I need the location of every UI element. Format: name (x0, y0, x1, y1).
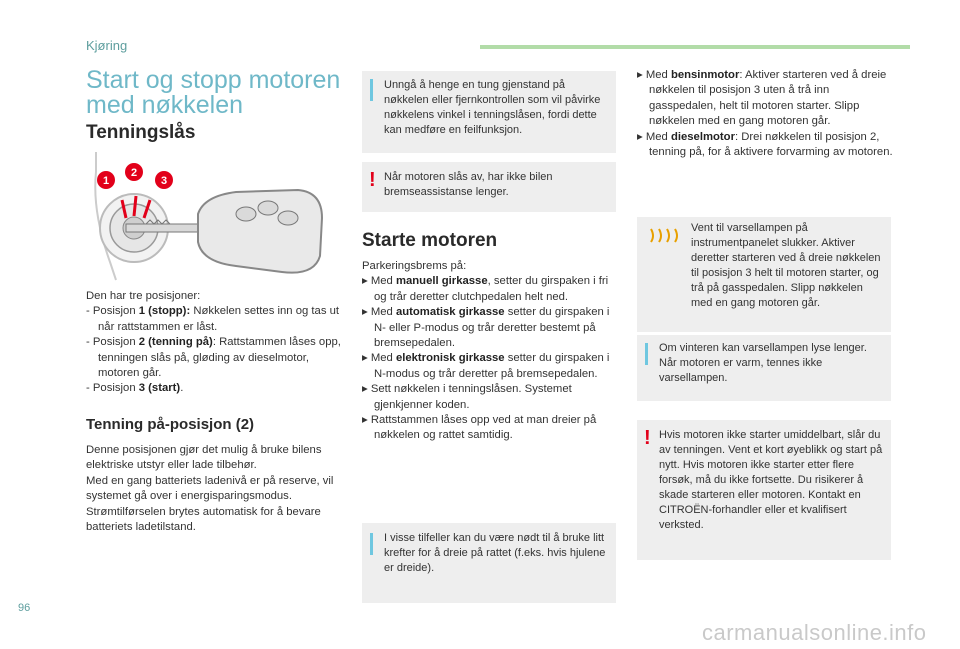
start-item-1: ▸ Med manuell girkasse, setter du girspaken i fri og trår deretter clutchpedalen helt ned. (362, 275, 609, 303)
start-item-3: ▸ Med elektronisk girkasse setter du girspaken i N-modus og trår deretter på bremsepedalen. (362, 352, 610, 380)
title-line-2: med nøkkelen (86, 91, 244, 119)
positions-text (86, 289, 342, 397)
start-item-5: ▸ Rattstammen låses opp ved at man dreier på nøkkelen og rattet samtidig. (362, 414, 597, 442)
start-item-4: ▸ Sett nøkkelen i tenningslåsen. Systemet gjenkjenner koden. (362, 383, 572, 411)
info-box-weight (362, 71, 616, 153)
page-number: 96 (18, 602, 31, 614)
section-label: Kjøring (86, 38, 128, 53)
engine-item-2: ▸ Med dieselmotor: Drei nøkkelen til posisjon 2, tenning på, for å aktivere forvarming av motoren. (637, 130, 893, 159)
start-engine-text (362, 259, 616, 444)
engine-item-1: ▸ Med bensinmotor: Aktiver starteren ved å dreie nøkkelen til posisjon 3 uten å trå inn gasspedalen, helt til motoren starter. Slipp nøkkelen med en gang motoren går. (637, 69, 887, 128)
watermark: carmanualsonline.info (702, 620, 927, 645)
position-1: - Posisjon 1 (stopp): Nøkkelen settes inn og tas ut når rattstammen er låst. (86, 305, 340, 333)
position-3: - Posisjon 3 (start). (86, 382, 184, 395)
warning-box-text: Hvis motoren ikke starter umiddelbart, slår du av tenningen. Vent et kort øyeblikk og start på nytt. Hvis motoren ikke starter etter flere forsøk, må du ikke fortsette. Du risikerer å skade starteren eller motoren. Kontakt en CITROËN-forhandler eller et kvalifisert verksted. (659, 429, 883, 531)
figure-label-2: 2 (130, 167, 138, 179)
figure-label-3: 3 (160, 175, 168, 187)
info-box-steering (362, 523, 616, 603)
warning-box-brake (362, 162, 616, 212)
warning-icon: ! (644, 427, 651, 449)
glow-plug-box (637, 217, 891, 332)
section-bar (480, 45, 910, 49)
info-icon (645, 343, 648, 365)
page-title (86, 68, 366, 118)
warning-icon: ! (369, 169, 376, 191)
glow-plug-text: Vent til varsellampen på instrumentpanelet slukker. Aktiver deretter starteren ved å dreie nøkkelen til posisjon 3 helt til motoren starter, og trå på gasspedalen. Slipp nøkkelen med en gang motoren går. (691, 222, 881, 309)
figure-label-1: 1 (102, 175, 110, 187)
warning-box-text: Når motoren slås av, har ikke bilen bremseassistanse lenger. (384, 171, 553, 198)
glow-plug-icon (649, 227, 679, 248)
info-box-winter (637, 335, 891, 401)
info-icon (370, 533, 373, 555)
para-line-3: Strømtilførselen brytes automatisk for å bevare batteriets ladetilstand. (86, 505, 321, 534)
heading-start-engine: Starte motoren (362, 230, 498, 251)
info-icon (370, 79, 373, 101)
info-box-text: I visse tilfeller kan du være nødt til å bruke litt krefter for å dreie på rattet (f.eks. hvis hjulene er dreide). (384, 532, 606, 574)
info-box-text: Unngå å henge en tung gjenstand på nøkkelen eller fjernkontrollen som vil påvirke nøkkelens vinkel i tenningslåsen, fordi dette kan medføre en feilfunksjon. (384, 79, 601, 136)
info-box-text: Om vinteren kan varsellampen lyse lenger. Når motoren er varm, tennes ikke varsellampen. (659, 342, 867, 384)
ignition-key-illustration (86, 152, 342, 282)
para-line-2: Med en gang batteriets ladenivå er på reserve, vil systemet gå over i energisparingsmodus. (86, 474, 334, 503)
ignition-on-text (86, 443, 342, 535)
heading-ignition-on: Tenning på-posisjon (2) (86, 416, 255, 433)
para-line-1: Denne posisjonen gjør det mulig å bruke bilens elektriske utstyr eller lade tilbehør. (86, 444, 322, 472)
warning-box-start-fail (637, 420, 891, 560)
start-item-2: ▸ Med automatisk girkasse setter du girspaken i N- eller P-modus og trår deretter bestemt på bremsepedalen. (362, 306, 610, 350)
positions-intro: Den har tre posisjoner: (86, 290, 201, 302)
engine-type-text (637, 68, 895, 160)
heading-ignition: Tenningslås (86, 122, 196, 143)
title-line-1: Start og stopp motoren (86, 66, 341, 94)
position-2: - Posisjon 2 (tenning på): Rattstammen låses opp, tenningen slås på, gløding av dieselmotor, motoren går. (86, 336, 341, 380)
start-intro: Parkeringsbrems på: (362, 260, 467, 272)
